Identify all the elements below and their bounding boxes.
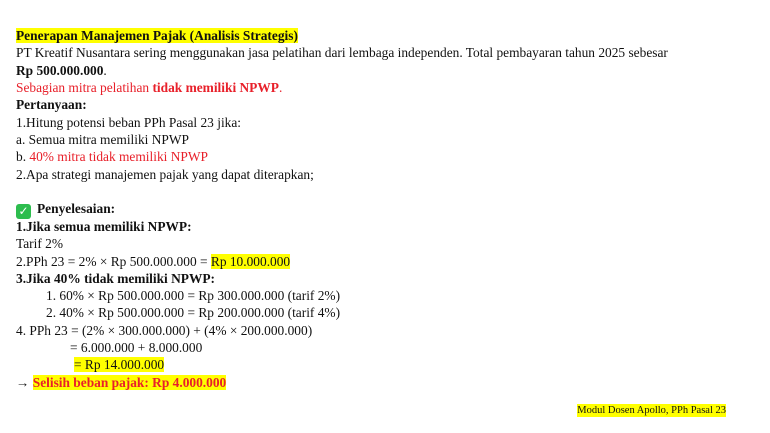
tarif-line: Tarif 2% [16,236,64,251]
check-icon: ✓ [16,204,31,219]
total-amount: Rp 500.000.000 [16,63,104,78]
pph-sum-line: = 6.000.000 + 8.000.000 [70,340,203,355]
question-1a: a. Semua mitra memiliki NPWP [16,132,189,147]
mitra-note-prefix: Sebagian mitra pelatihan [16,80,153,95]
calc1-prefix: 2.PPh 23 = 2% × Rp 500.000.000 = [16,254,211,269]
slide-title [16,27,298,44]
mitra-note [16,79,282,96]
pph-total: = Rp 14.000.000 [74,357,165,372]
intro-text: PT Kreatif Nusantara sering menggunakan jasa pelatihan dari lembaga independen. Total pembayaran tahun 2025 sebesar [16,45,668,60]
split-line-1: 1. 60% × Rp 500.000.000 = Rp 300.000.000 (tarif 2%) [46,288,341,303]
mitra-note-bold: tidak memiliki NPWP [152,80,279,95]
difference-text: Selisih beban pajak: Rp 4.000.000 [32,375,227,390]
case1-heading: 1.Jika semua memiliki NPWP: [16,219,192,234]
mitra-note-suffix: . [278,80,283,95]
calc1-line [16,253,290,270]
case2-heading: 3.Jika 40% tidak memiliki NPWP: [16,271,216,286]
title-highlight: Penerapan Manajemen Pajak (Analisis Strategis) [16,28,298,43]
question-2: 2.Apa strategi manajemen pajak yang dapat diterapkan; [16,167,314,182]
difference-line [16,374,226,391]
amount-suffix: . [103,63,107,78]
solution-heading-line [16,200,115,219]
question-1: 1.Hitung potensi beban PPh Pasal 23 jika: [16,115,242,130]
footer-note: Modul Dosen Apollo, PPh Pasal 23 [577,405,726,416]
calc1-result: Rp 10.000.000 [210,254,291,269]
intro-amount-line [16,62,107,79]
question-1b [16,148,208,165]
arrow-icon: → [16,375,33,390]
pph-formula-line: 4. PPh 23 = (2% × 300.000.000) + (4% × 200.000.000) [16,323,313,338]
questions-heading: Pertanyaan: [16,97,87,112]
solution-heading: Penyelesaian: [37,201,116,216]
pph-total-line [74,356,164,373]
split-line-2: 2. 40% × Rp 500.000.000 = Rp 200.000.000 (tarif 4%) [46,305,341,320]
question-1b-red: 40% mitra tidak memiliki NPWP [29,149,208,164]
question-1b-prefix: b. [16,149,30,164]
